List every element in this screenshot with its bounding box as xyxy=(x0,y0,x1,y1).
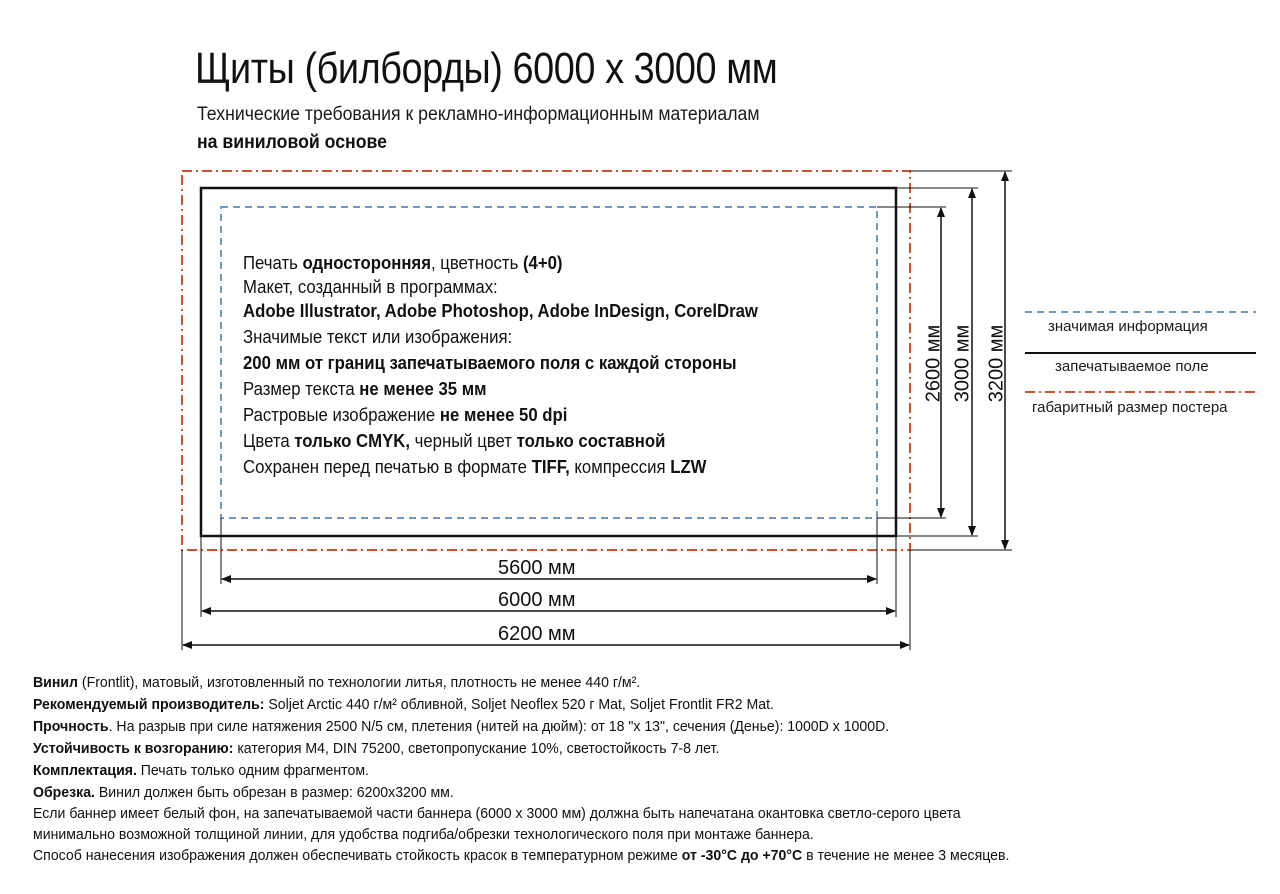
width-5600-label: 5600 мм xyxy=(498,557,576,579)
spec-line: Винил (Frontlit), матовый, изготовленный по технологии литья, плотность не менее 440 г/м². xyxy=(33,674,641,691)
specifications-block xyxy=(33,672,1263,867)
legend-label-significant: значимая информация xyxy=(1048,318,1208,335)
req-line: Макет, созданный в программах: xyxy=(243,277,498,297)
req-line: 200 мм от границ запечатываемого поля с каждой стороны xyxy=(243,353,737,373)
spec-line: Прочность. На разрыв при силе натяжения 2500 N/5 см, плетения (нитей на дюйм): от 18 "x 13", сечения (Денье): 1000D x 1000D. xyxy=(33,718,890,735)
req-line: Цвета только CMYK, черный цвет только составной xyxy=(243,431,666,451)
req-line: Растровые изображение не менее 50 dpi xyxy=(243,405,568,425)
req-line: Размер текста не менее 35 мм xyxy=(243,379,487,399)
spec-line: Обрезка. Винил должен быть обрезан в размер: 6200x3200 мм. xyxy=(33,784,454,801)
spec-line: Способ нанесения изображения должен обеспечивать стойкость красок в температурном режиме от -30°С до +70°С в течение не менее 3 месяцев. xyxy=(33,847,1010,864)
width-6000-label: 6000 мм xyxy=(498,589,576,611)
page-title: Щиты (билборды) 6000 x 3000 мм xyxy=(195,44,778,93)
height-3000-label: 3000 мм xyxy=(951,324,974,403)
spec-line: Если баннер имеет белый фон, на запечатываемой части баннера (6000 x 3000 мм) должна быть напечатана окантовка светло-серого цвета xyxy=(33,805,961,822)
req-line: Значимые текст или изображения: xyxy=(243,327,513,347)
req-line: Adobe Illustrator, Adobe Photoshop, Adobe InDesign, CorelDraw xyxy=(243,301,758,321)
page-subtitle: Технические требования к рекламно-информационным материалам xyxy=(197,104,760,125)
legend-label-overall: габаритный размер постера xyxy=(1032,399,1228,416)
width-6200-label: 6200 мм xyxy=(498,623,576,645)
page-subtitle-bold: на виниловой основе xyxy=(197,132,387,153)
spec-line: Комплектация. Печать только одним фрагментом. xyxy=(33,762,369,779)
spec-line: Рекомендуемый производитель: Soljet Arctic 440 г/м² обливной, Soljet Neoflex 520 г Mat, Soljet Frontlit FR2 Mat. xyxy=(33,696,774,713)
requirements-block xyxy=(243,250,758,480)
spec-line: Устойчивость к возгоранию: категория М4, DIN 75200, светопропускание 10%, светостойкость 7-8 лет. xyxy=(33,740,720,757)
height-3200-label: 3200 мм xyxy=(985,324,1008,403)
legend-label-printable: запечатываемое поле xyxy=(1055,358,1209,375)
spec-line: минимально возможной толщиной линии, для удобства подгиба/обрезки технологического поля при монтаже баннера. xyxy=(33,826,814,843)
req-line: Печать односторонняя, цветность (4+0) xyxy=(243,253,563,273)
height-2600-label: 2600 мм xyxy=(922,324,945,403)
req-line: Сохранен перед печатью в формате TIFF, компрессия LZW xyxy=(243,457,707,477)
